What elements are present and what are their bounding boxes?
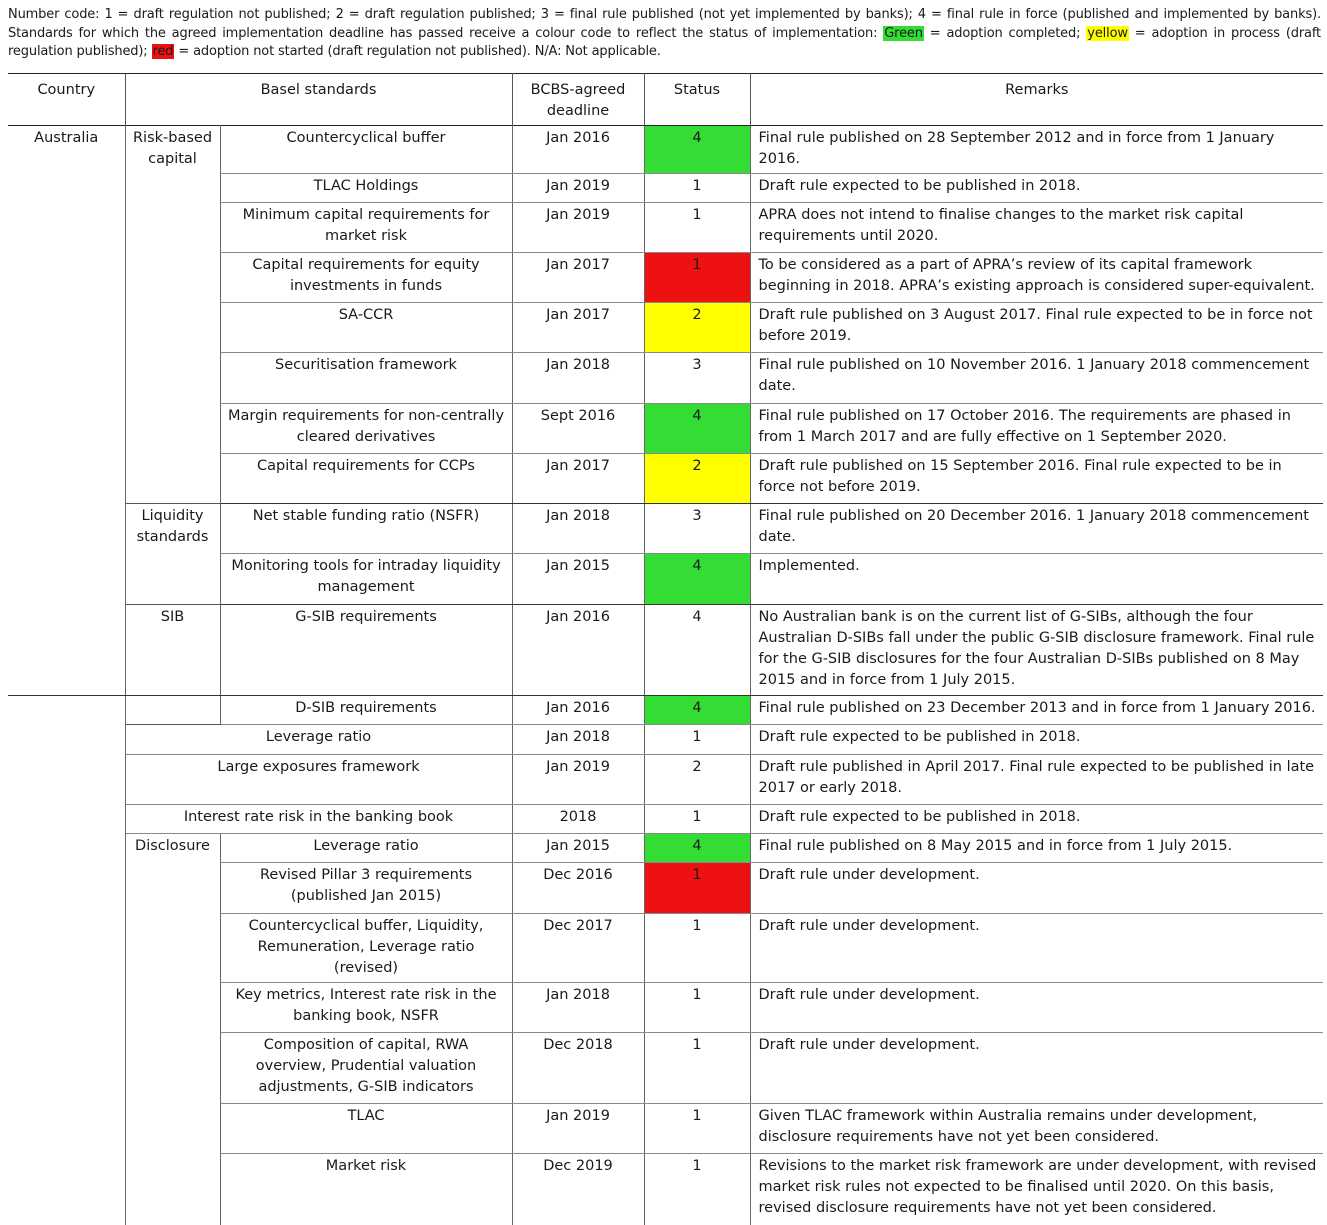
status-cell: 1	[644, 1104, 750, 1154]
deadline-cell: Jan 2016	[512, 126, 644, 174]
standard-cell: Countercyclical buffer	[220, 126, 512, 174]
status-cell: 4	[644, 126, 750, 174]
standard-cell: Capital requirements for CCPs	[220, 454, 512, 504]
standard-cell: Leverage ratio	[220, 834, 512, 863]
status-cell: 1	[644, 725, 750, 755]
status-cell: 4	[644, 834, 750, 863]
note-text-2: = adoption completed;	[923, 25, 1087, 41]
remarks-cell: Draft rule under development.	[750, 1033, 1323, 1104]
table-row	[8, 834, 1323, 863]
status-cell: 1	[644, 914, 750, 983]
standard-cell: Revised Pillar 3 requirements (published Jan 2015)	[220, 863, 512, 914]
note-text-1: Number code: 1 = draft regulation not published; 2 = draft regulation published; 3 = final rule published (not yet implemented by banks); 4 = final rule in force (published and implemented by banks). Standards for which the agreed implementation deadline has passed receive a colour code to reflect the status of implementation:	[8, 7, 1321, 41]
standard-cell: Minimum capital requirements for market risk	[220, 203, 512, 253]
yellow-legend: yellow	[1087, 25, 1128, 41]
status-cell: 3	[644, 504, 750, 554]
note-text-4: = adoption not started (draft regulation not published). N/A: Not applicable.	[174, 44, 661, 59]
group-disclosure: Disclosure	[125, 834, 220, 1225]
status-cell: 4	[644, 605, 750, 696]
remarks-cell: Final rule published on 10 November 2016. 1 January 2018 commencement date.	[750, 353, 1323, 404]
standard-cell: Leverage ratio	[125, 725, 512, 755]
table-row	[8, 725, 1323, 755]
status-cell: 1	[644, 174, 750, 203]
status-cell: 2	[644, 303, 750, 353]
deadline-cell: Dec 2018	[512, 1033, 644, 1104]
remarks-cell: To be considered as a part of APRA’s review of its capital framework beginning in 2018. APRA’s existing approach is considered super-equivalent.	[750, 253, 1323, 303]
header-basel-standards: Basel standards	[125, 74, 512, 126]
remarks-cell: Draft rule expected to be published in 2018.	[750, 174, 1323, 203]
remarks-cell: Final rule published on 17 October 2016. The requirements are phased in from 1 March 2017 and are fully effective on 1 September 2020.	[750, 404, 1323, 454]
standard-cell: Countercyclical buffer, Liquidity, Remuneration, Leverage ratio (revised)	[220, 914, 512, 983]
standard-cell: Capital requirements for equity investments in funds	[220, 253, 512, 303]
deadline-cell: Jan 2018	[512, 504, 644, 554]
deadline-cell: Jan 2018	[512, 983, 644, 1033]
status-cell: 1	[644, 983, 750, 1033]
remarks-cell: Draft rule published on 3 August 2017. Final rule expected to be in force not before 2019.	[750, 303, 1323, 353]
standard-cell: D-SIB requirements	[220, 696, 512, 725]
group-continuation-cell	[125, 696, 220, 725]
remarks-cell: Draft rule under development.	[750, 914, 1323, 983]
header-deadline: BCBS-agreed deadline	[512, 74, 644, 126]
standard-cell: Interest rate risk in the banking book	[125, 805, 512, 834]
table-row	[8, 504, 1323, 554]
status-cell: 4	[644, 696, 750, 725]
header-country: Country	[8, 74, 125, 126]
legend-note	[8, 6, 1321, 62]
group-liquidity-standards: Liquidity standards	[125, 504, 220, 605]
standard-cell: TLAC Holdings	[220, 174, 512, 203]
deadline-cell: Sept 2016	[512, 404, 644, 454]
group-risk-based-capital: Risk-based capital	[125, 126, 220, 504]
remarks-cell: Revisions to the market risk framework are under development, with revised market risk rules not expected to be finalised until 2020. On this basis, revised disclosure requirements have not yet been considered.	[758, 1158, 1317, 1216]
status-cell: 1	[644, 1154, 750, 1225]
remarks-cell: No Australian bank is on the current list of G-SIBs, although the four Australian D-SIBs fall under the public G-SIB disclosure framework. Final rule for the G-SIB disclosures for the four Australian D-SIBs published on 8 May 2015 and in force from 1 July 2015.	[750, 605, 1323, 696]
remarks-cell: Draft rule published in April 2017. Final rule expected to be published in late 2017 or early 2018.	[750, 755, 1323, 805]
deadline-cell: Dec 2017	[512, 914, 644, 983]
standard-cell: Key metrics, Interest rate risk in the banking book, NSFR	[220, 983, 512, 1033]
deadline-cell: Jan 2018	[512, 725, 644, 755]
standard-cell: Margin requirements for non-centrally cleared derivatives	[220, 404, 512, 454]
standard-cell: Large exposures framework	[125, 755, 512, 805]
remarks-cell: Draft rule under development.	[750, 983, 1323, 1033]
remarks-cell: APRA does not intend to finalise changes to the market risk capital requirements until 2020.	[750, 203, 1323, 253]
remarks-cell: Draft rule expected to be published in 2018.	[750, 725, 1323, 755]
standard-cell: Securitisation framework	[220, 353, 512, 404]
status-cell: 1	[644, 203, 750, 253]
status-cell: 1	[644, 805, 750, 834]
deadline-cell: Jan 2015	[512, 834, 644, 863]
table-row	[8, 126, 1323, 174]
header-remarks: Remarks	[1005, 82, 1069, 98]
standard-cell: Net stable funding ratio (NSFR)	[220, 504, 512, 554]
status-cell: 4	[644, 404, 750, 454]
remarks-cell: Draft rule under development.	[750, 863, 1323, 914]
status-cell: 2	[644, 755, 750, 805]
table-body	[8, 126, 1323, 1225]
table-row	[8, 605, 1323, 696]
note-text-3: = adoption in process (draft regulation published);	[8, 25, 1321, 59]
group-sib: SIB	[125, 605, 220, 696]
deadline-cell: Jan 2019	[512, 174, 644, 203]
deadline-cell: Jan 2017	[512, 253, 644, 303]
table-row	[8, 755, 1323, 805]
red-legend: red	[152, 44, 174, 59]
remarks-cell: Implemented.	[750, 554, 1323, 605]
status-cell: 2	[644, 454, 750, 504]
standard-cell: TLAC	[220, 1104, 512, 1154]
status-cell: 4	[644, 554, 750, 605]
deadline-cell: Jan 2018	[512, 353, 644, 404]
table-row	[8, 696, 1323, 725]
remarks-cell: Final rule published on 28 September 2012 and in force from 1 January 2016.	[750, 126, 1323, 174]
deadline-cell: Jan 2017	[512, 303, 644, 353]
remarks-cell: Final rule published on 20 December 2016. 1 January 2018 commencement date.	[750, 504, 1323, 554]
country-cell: Australia	[8, 126, 125, 696]
country-continuation-cell	[8, 696, 125, 1225]
standard-cell: Composition of capital, RWA overview, Prudential valuation adjustments, G-SIB indicators	[220, 1033, 512, 1104]
status-cell: 1	[644, 1033, 750, 1104]
green-legend: Green	[884, 25, 923, 41]
remarks-cell: Draft rule expected to be published in 2018.	[750, 805, 1323, 834]
remarks-cell: Draft rule published on 15 September 2016. Final rule expected to be in force not before 2019.	[750, 454, 1323, 504]
deadline-cell: Jan 2019	[512, 1104, 644, 1154]
deadline-cell: Jan 2016	[512, 605, 644, 696]
standard-cell: G-SIB requirements	[220, 605, 512, 696]
standard-cell: Market risk	[220, 1154, 512, 1225]
remarks-cell: Final rule published on 8 May 2015 and in force from 1 July 2015.	[750, 834, 1323, 863]
status-cell: 3	[644, 353, 750, 404]
header-status: Status	[644, 74, 750, 126]
deadline-cell: Jan 2019	[512, 203, 644, 253]
deadline-cell: Dec 2019	[512, 1154, 644, 1225]
status-cell: 1	[644, 863, 750, 914]
deadline-cell: Dec 2016	[512, 863, 644, 914]
deadline-cell: 2018	[512, 805, 644, 834]
table-row	[8, 805, 1323, 834]
standard-cell: SA-CCR	[220, 303, 512, 353]
status-cell: 1	[644, 253, 750, 303]
deadline-cell: Jan 2015	[512, 554, 644, 605]
remarks-cell: Given TLAC framework within Australia remains under development, disclosure requirements have not yet been considered.	[750, 1104, 1323, 1154]
deadline-cell: Jan 2019	[512, 755, 644, 805]
implementation-status-table	[8, 73, 1323, 1225]
deadline-cell: Jan 2017	[512, 454, 644, 504]
standard-cell: Monitoring tools for intraday liquidity management	[220, 554, 512, 605]
remarks-cell: Final rule published on 23 December 2013 and in force from 1 January 2016.	[750, 696, 1323, 725]
deadline-cell: Jan 2016	[512, 696, 644, 725]
